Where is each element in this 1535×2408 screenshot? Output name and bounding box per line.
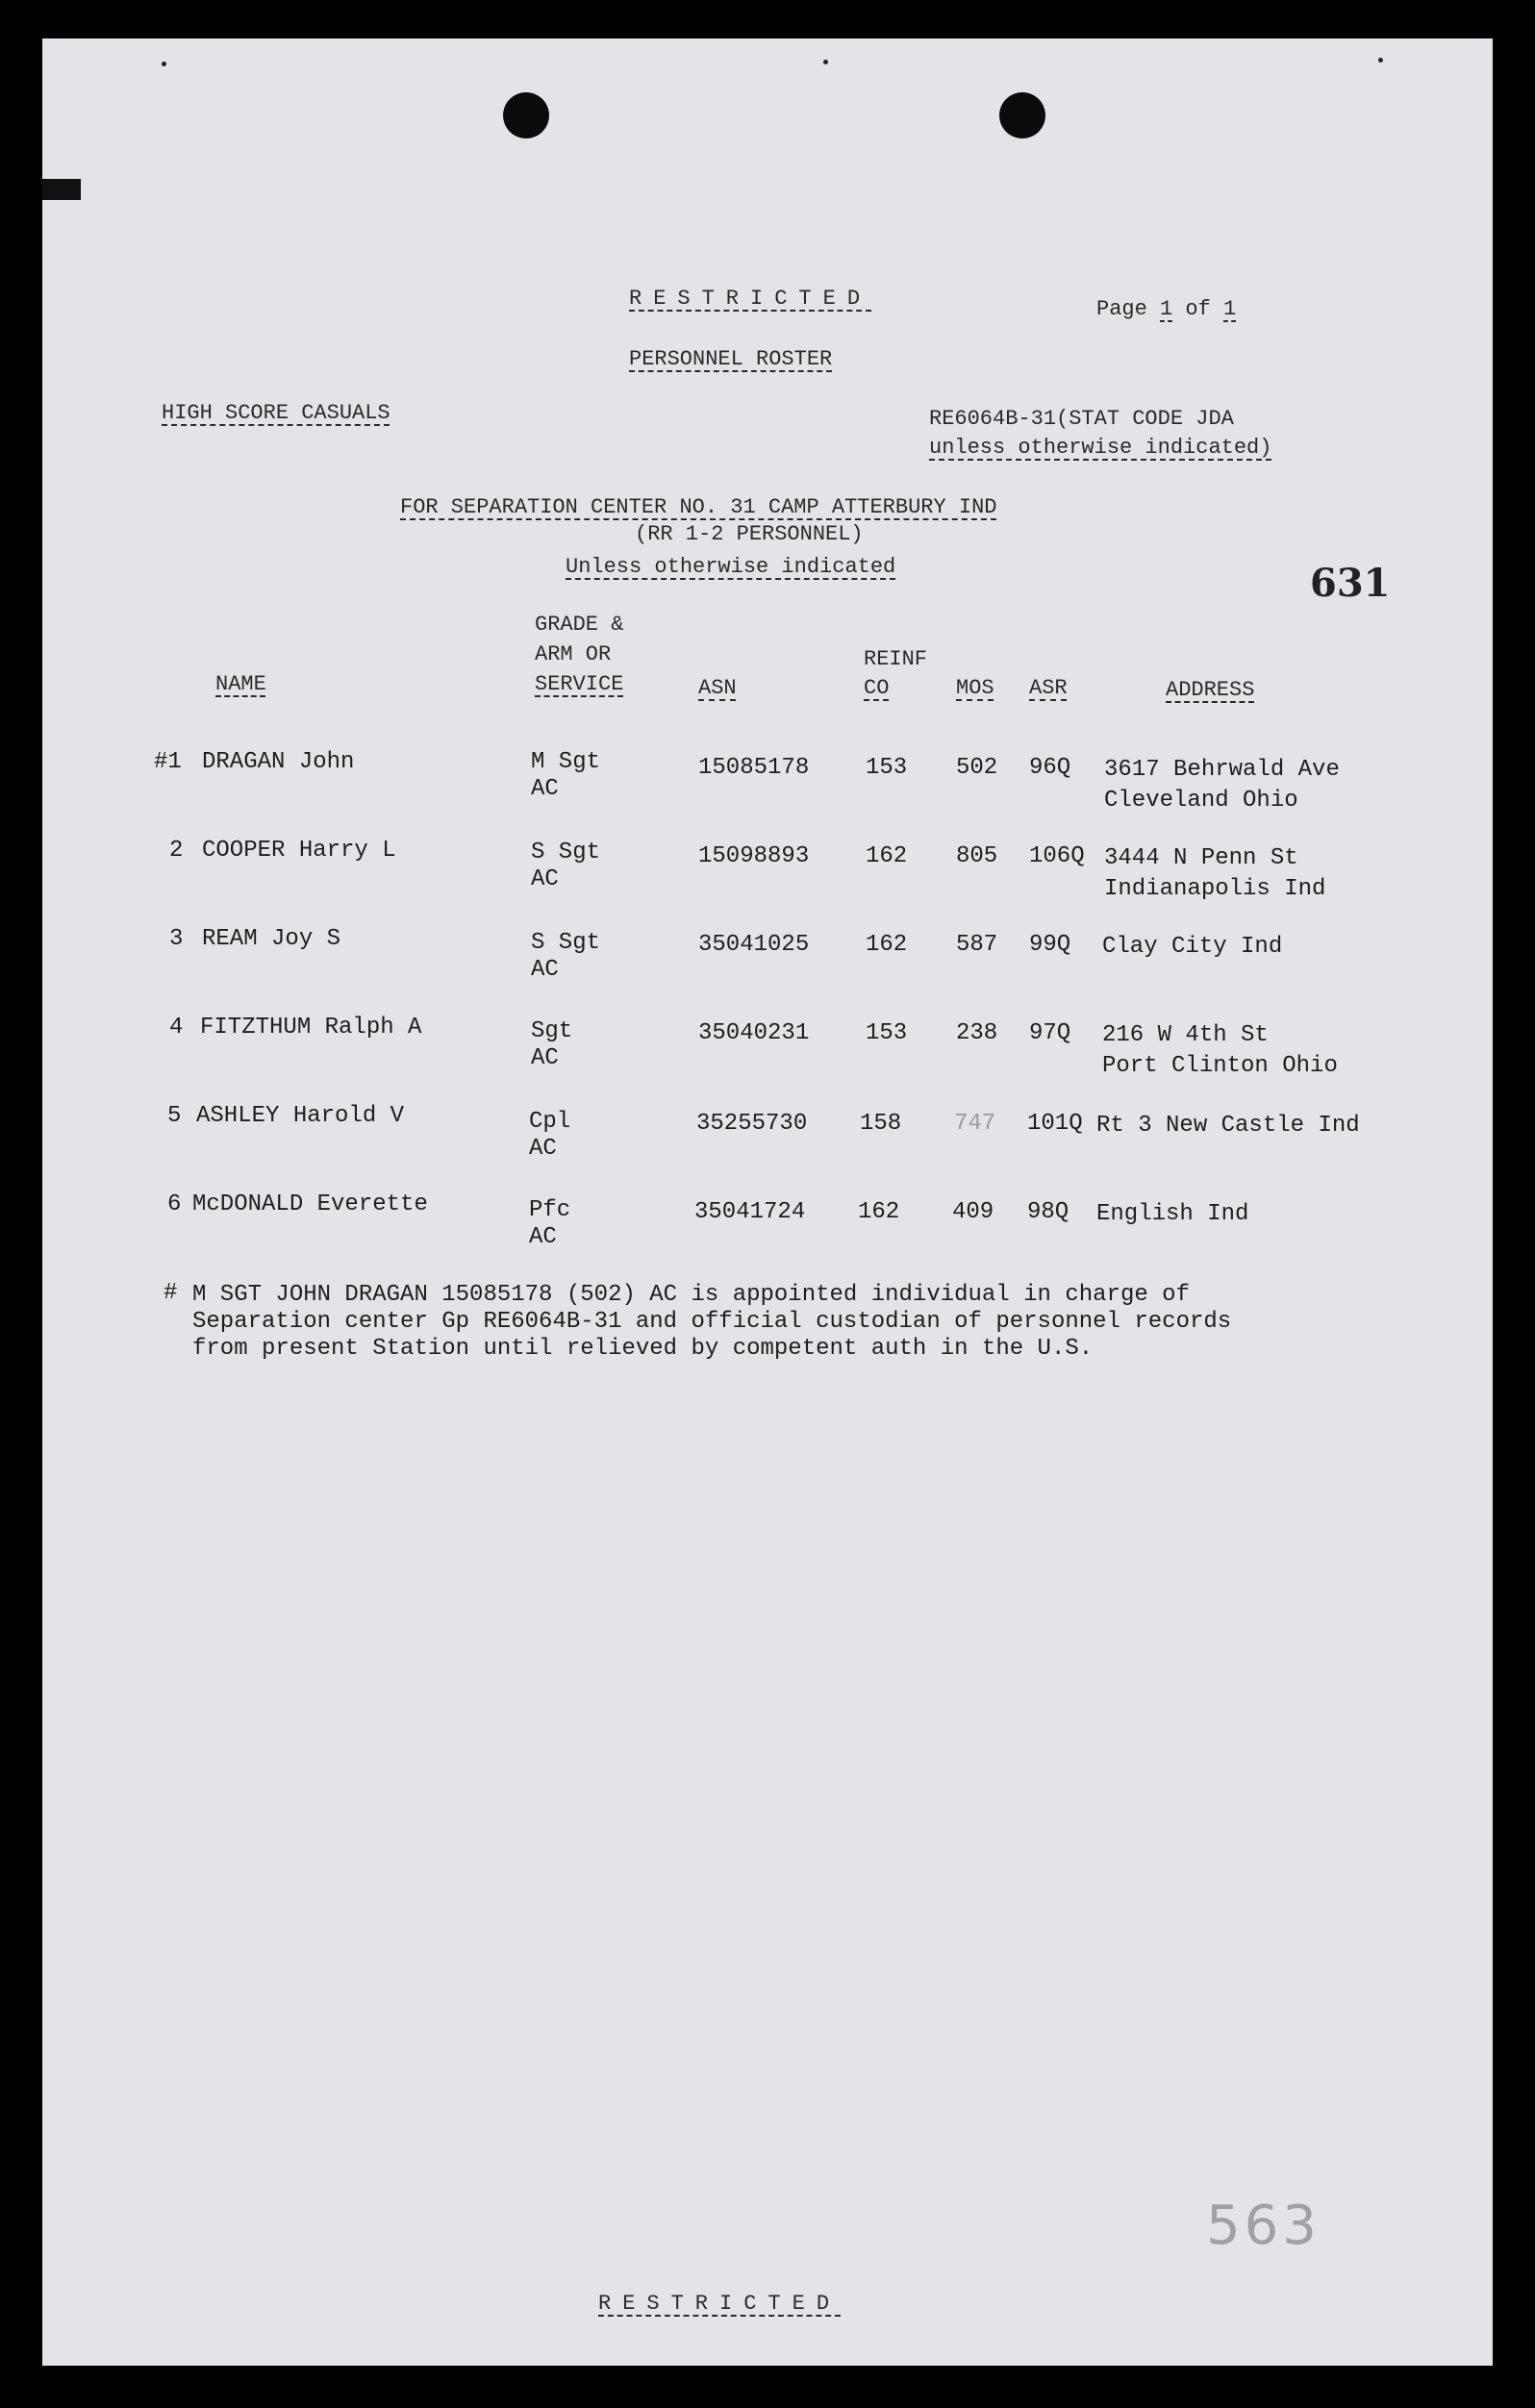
row-number: 3 <box>169 926 184 952</box>
unless-line: Unless otherwise indicated <box>566 555 896 579</box>
rr-line: (RR 1-2 PERSONNEL) <box>635 522 864 546</box>
row-grade: S Sgt <box>531 930 601 956</box>
row-arm: AC <box>531 1045 559 1071</box>
row-arm: AC <box>529 1224 557 1250</box>
row-asr: 97Q <box>1029 1020 1071 1046</box>
document-page <box>42 38 1493 2366</box>
row-address-1: 216 W 4th St <box>1102 1022 1269 1048</box>
row-mos: 502 <box>956 755 998 781</box>
col-reinf-1: REINF <box>864 647 928 671</box>
row-address-1: 3617 Behrwald Ave <box>1104 757 1340 783</box>
row-asr: 96Q <box>1029 755 1071 781</box>
footnote-line-2: Separation center Gp RE6064B-31 and official custodian of personnel records <box>192 1309 1232 1335</box>
speck <box>162 62 166 66</box>
col-grade-1: GRADE & <box>535 613 624 637</box>
classification-top: RESTRICTED <box>629 287 872 311</box>
row-asr: 101Q <box>1027 1111 1083 1137</box>
separation-center-line: FOR SEPARATION CENTER NO. 31 CAMP ATTERBURY IND <box>400 495 997 519</box>
row-asn: 35255730 <box>696 1111 808 1137</box>
row-asn: 35041025 <box>698 932 810 958</box>
stat-code-line: RE6064B-31(STAT CODE JDA <box>929 407 1234 431</box>
col-asr: ASR <box>1029 676 1068 700</box>
row-reinf-co: 153 <box>866 755 908 781</box>
row-number: 4 <box>169 1015 184 1041</box>
footnote-line-3: from present Station until relieved by competent auth in the U.S. <box>192 1336 1094 1362</box>
row-reinf-co: 162 <box>866 843 908 869</box>
stamp-number: 631 <box>1310 561 1391 606</box>
row-number: 5 <box>167 1103 182 1129</box>
row-address-1: Clay City Ind <box>1102 934 1283 960</box>
row-name: FITZTHUM Ralph A <box>200 1015 422 1041</box>
row-name: ASHLEY Harold V <box>196 1103 405 1129</box>
col-grade-2: ARM OR <box>535 642 612 666</box>
col-name: NAME <box>215 672 266 696</box>
table-row <box>42 837 1493 902</box>
row-grade: Cpl <box>529 1109 571 1135</box>
speck <box>823 60 828 64</box>
row-mos: 587 <box>956 932 998 958</box>
row-reinf-co: 158 <box>860 1111 902 1137</box>
row-grade: S Sgt <box>531 840 601 865</box>
roster-title: PERSONNEL ROSTER <box>629 347 833 371</box>
row-mos: 805 <box>956 843 998 869</box>
row-asn: 15085178 <box>698 755 810 781</box>
row-number: #1 <box>154 749 182 775</box>
punch-hole-right <box>999 92 1045 138</box>
punch-hole-left <box>503 92 549 138</box>
row-mos: 238 <box>956 1020 998 1046</box>
row-address-2: Indianapolis Ind <box>1104 876 1326 902</box>
speck <box>1378 58 1383 63</box>
row-address-1: English Ind <box>1096 1201 1249 1227</box>
col-address: ADDRESS <box>1166 678 1255 702</box>
footnote-line-1: M SGT JOHN DRAGAN 15085178 (502) AC is appointed individual in charge of <box>192 1282 1190 1308</box>
row-reinf-co: 162 <box>866 932 908 958</box>
row-asn: 35041724 <box>694 1199 806 1225</box>
col-grade-3: SERVICE <box>535 672 624 696</box>
footnote-mark: # <box>164 1280 178 1306</box>
table-row <box>42 1191 1493 1248</box>
row-number: 6 <box>167 1191 182 1217</box>
row-name: COOPER Harry L <box>202 838 396 864</box>
row-asn: 15098893 <box>698 843 810 869</box>
row-arm: AC <box>531 957 559 983</box>
row-address-2: Port Clinton Ohio <box>1102 1053 1338 1079</box>
row-address-1: 3444 N Penn St <box>1104 845 1298 871</box>
row-name: REAM Joy S <box>202 926 341 952</box>
row-name: McDONALD Everette <box>192 1191 428 1217</box>
row-arm: AC <box>529 1136 557 1162</box>
row-address-1: Rt 3 New Castle Ind <box>1096 1113 1360 1139</box>
row-mos: 747 <box>954 1111 996 1137</box>
tape-mark <box>42 179 81 200</box>
row-address-2: Cleveland Ohio <box>1104 788 1298 814</box>
row-asr: 98Q <box>1027 1199 1069 1225</box>
page-indicator: Page 1 of 1 <box>1096 297 1237 321</box>
row-asn: 35040231 <box>698 1020 810 1046</box>
row-name: DRAGAN John <box>202 749 355 775</box>
row-mos: 409 <box>952 1199 994 1225</box>
col-asn: ASN <box>698 676 737 700</box>
row-grade: Sgt <box>531 1018 573 1044</box>
unit-name: HIGH SCORE CASUALS <box>162 401 390 425</box>
table-row <box>42 925 1493 983</box>
row-grade: Pfc <box>529 1197 571 1223</box>
col-mos: MOS <box>956 676 994 700</box>
classification-bottom: RESTRICTED <box>598 2292 842 2316</box>
row-reinf-co: 162 <box>858 1199 900 1225</box>
row-asr: 106Q <box>1029 843 1085 869</box>
stat-code-qualifier: unless otherwise indicated) <box>929 436 1272 460</box>
table-row <box>42 748 1493 814</box>
row-number: 2 <box>169 838 184 864</box>
row-arm: AC <box>531 776 559 802</box>
table-row <box>42 1102 1493 1160</box>
table-row <box>42 1014 1493 1079</box>
row-arm: AC <box>531 866 559 892</box>
row-grade: M Sgt <box>531 749 601 775</box>
handwritten-number: 563 <box>1206 2195 1321 2257</box>
row-asr: 99Q <box>1029 932 1071 958</box>
row-reinf-co: 153 <box>866 1020 908 1046</box>
col-reinf-2: CO <box>864 676 890 700</box>
